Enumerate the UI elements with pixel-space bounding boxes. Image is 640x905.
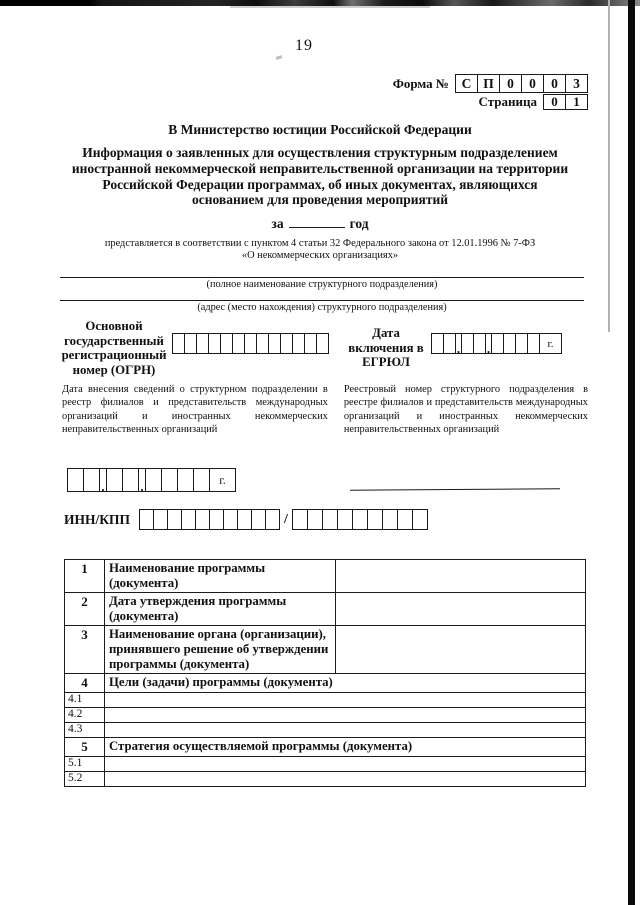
reporting-period-line <box>0 215 640 232</box>
legal-basis-line2: «О некоммерческих организациях» <box>241 249 399 261</box>
table-row <box>65 757 586 772</box>
inn-kpp-separator: / <box>284 511 288 527</box>
kpp-cells <box>292 509 428 530</box>
subdivision-address-field <box>60 300 584 313</box>
char-cell <box>139 509 154 530</box>
char-cell <box>153 509 168 530</box>
row-label-cell: Цели (задачи) программы (документа) <box>104 674 585 693</box>
ogrn-note: Дата внесения сведений о структурном подразделении в реестр филиалов и представительств международных организаций и иностранных некоммерческих неправительственных организаций <box>62 384 328 436</box>
scan-artifact-speck <box>276 55 283 60</box>
char-cell <box>167 509 182 530</box>
char-cell <box>412 509 428 530</box>
ogrn-egrul-row <box>60 319 584 377</box>
row-number-cell: 5.2 <box>65 772 105 787</box>
row-label-cell <box>104 693 585 708</box>
row-number-cell: 4.3 <box>65 723 105 738</box>
char-cell <box>316 333 329 354</box>
char-cell <box>352 509 368 530</box>
row-label-cell <box>104 723 585 738</box>
table-row <box>65 560 586 593</box>
char-cell: 0 <box>543 74 566 93</box>
row-number-cell: 4.1 <box>65 693 105 708</box>
row-number-cell: 3 <box>65 626 105 674</box>
year-blank-line <box>289 215 345 228</box>
entry-date-cells <box>67 468 236 492</box>
row-label-cell <box>104 772 585 787</box>
char-cell <box>337 509 353 530</box>
date-separator-cell: . <box>99 468 107 492</box>
legal-basis-block <box>60 238 580 262</box>
inn-cells <box>139 509 280 530</box>
row-label-cell <box>104 708 585 723</box>
egrul-note: Реестровый номер структурного подразделения в реестре филиалов и представительств международных организаций и иностранных некоммерческих неправительственных организаций <box>343 384 588 436</box>
char-cell <box>83 468 100 492</box>
scan-artifact-top-speckle <box>230 6 430 8</box>
table-row <box>65 593 586 626</box>
char-cell: 1 <box>565 94 588 110</box>
char-cell <box>122 468 139 492</box>
char-cell <box>106 468 123 492</box>
row-number-cell: 4.2 <box>65 708 105 723</box>
char-cell <box>195 509 210 530</box>
char-cell: 0 <box>521 74 544 93</box>
date-separator-cell: . <box>455 333 462 354</box>
char-cell <box>177 468 194 492</box>
char-cell <box>237 509 252 530</box>
char-cell: 0 <box>499 74 522 93</box>
table-row <box>65 738 586 757</box>
egrul-date-cells <box>431 333 562 354</box>
char-cell <box>307 509 323 530</box>
addressee-heading: В Министерство юстиции Российской Федерации <box>168 122 472 137</box>
char-cell <box>181 509 196 530</box>
char-cell <box>397 509 413 530</box>
form-number-row <box>393 74 588 93</box>
egrul-date-label: Дата включения в ЕГРЮЛ <box>348 326 424 369</box>
table-row <box>65 772 586 787</box>
char-cell <box>322 509 338 530</box>
row-value-cell <box>335 560 585 593</box>
notes-row <box>62 383 588 437</box>
table-row <box>65 626 586 674</box>
table-row <box>65 693 586 708</box>
row-label-cell: Стратегия осуществляемой программы (документа) <box>104 738 585 757</box>
row-number-cell: 2 <box>65 593 105 626</box>
table-row <box>65 723 586 738</box>
char-cell <box>251 509 266 530</box>
char-cell <box>145 468 162 492</box>
period-suffix: год <box>349 216 369 231</box>
year-suffix-cell: г. <box>539 333 562 354</box>
row-number-cell: 5 <box>65 738 105 757</box>
char-cell: П <box>477 74 500 93</box>
program-table-body <box>65 560 586 787</box>
row-label-cell: Дата утверждения программы (документа) <box>104 593 335 626</box>
row-label-cell: Наименование программы (документа) <box>104 560 335 593</box>
char-cell <box>223 509 238 530</box>
inn-kpp-label: ИНН/КПП <box>64 511 131 527</box>
date-separator-cell: . <box>485 333 492 354</box>
subdivision-name-caption: (полное наименование структурного подразделения) <box>206 279 438 290</box>
row-label-cell <box>104 757 585 772</box>
char-cell <box>292 509 308 530</box>
period-prefix: за <box>271 216 284 231</box>
page-number: 19 <box>295 37 313 54</box>
table-row <box>65 674 586 693</box>
form-meta-block <box>393 74 588 111</box>
program-table <box>64 559 586 787</box>
char-cell <box>209 509 224 530</box>
form-title: Информация о заявленных для осуществления структурным подразделением иностранной некоммерческой неправительственной организации на территории Российской Федерации программах, об иных документах, являющихся основанием для проведения мероприятий <box>71 145 569 208</box>
char-cell <box>265 509 280 530</box>
scan-artifact-gray-line <box>608 0 610 332</box>
subdivision-name-field <box>60 277 584 290</box>
form-code-cells <box>455 74 588 93</box>
subdivision-address-caption: (адрес (место нахождения) структурного подразделения) <box>197 302 447 313</box>
row-value-cell <box>335 626 585 674</box>
char-cell <box>382 509 398 530</box>
year-suffix-cell: г. <box>209 468 236 492</box>
char-cell: 0 <box>543 94 566 110</box>
fill-line <box>60 300 584 301</box>
fill-line <box>60 277 584 278</box>
row-number-cell: 4 <box>65 674 105 693</box>
page-meta-row <box>479 94 588 110</box>
form-number-label: Форма № <box>392 75 449 91</box>
char-cell <box>161 468 178 492</box>
char-cell <box>193 468 210 492</box>
char-cell <box>367 509 383 530</box>
row-label-cell: Наименование органа (организации), принявшего решение об утверждении программы (документа) <box>104 626 335 674</box>
entry-date-row <box>64 468 586 500</box>
registry-number-line <box>350 488 560 490</box>
char-cell <box>67 468 84 492</box>
inn-kpp-row <box>64 509 428 530</box>
char-cell: С <box>455 74 478 93</box>
char-cell: 3 <box>565 74 588 93</box>
table-row <box>65 708 586 723</box>
row-number-cell: 1 <box>65 560 105 593</box>
ogrn-label: Основной государственный регистрационный номер (ОГРН) <box>61 319 167 377</box>
page-number-cells <box>543 94 588 110</box>
date-separator-cell: . <box>138 468 146 492</box>
ogrn-cells <box>172 333 329 354</box>
page-meta-label: Страница <box>478 94 537 109</box>
row-value-cell <box>335 593 585 626</box>
legal-basis-line1: представляется в соответствии с пунктом 4 статьи 32 Федерального закона от 12.01.1996 № 7-ФЗ <box>104 238 536 249</box>
row-number-cell: 5.1 <box>65 757 105 772</box>
